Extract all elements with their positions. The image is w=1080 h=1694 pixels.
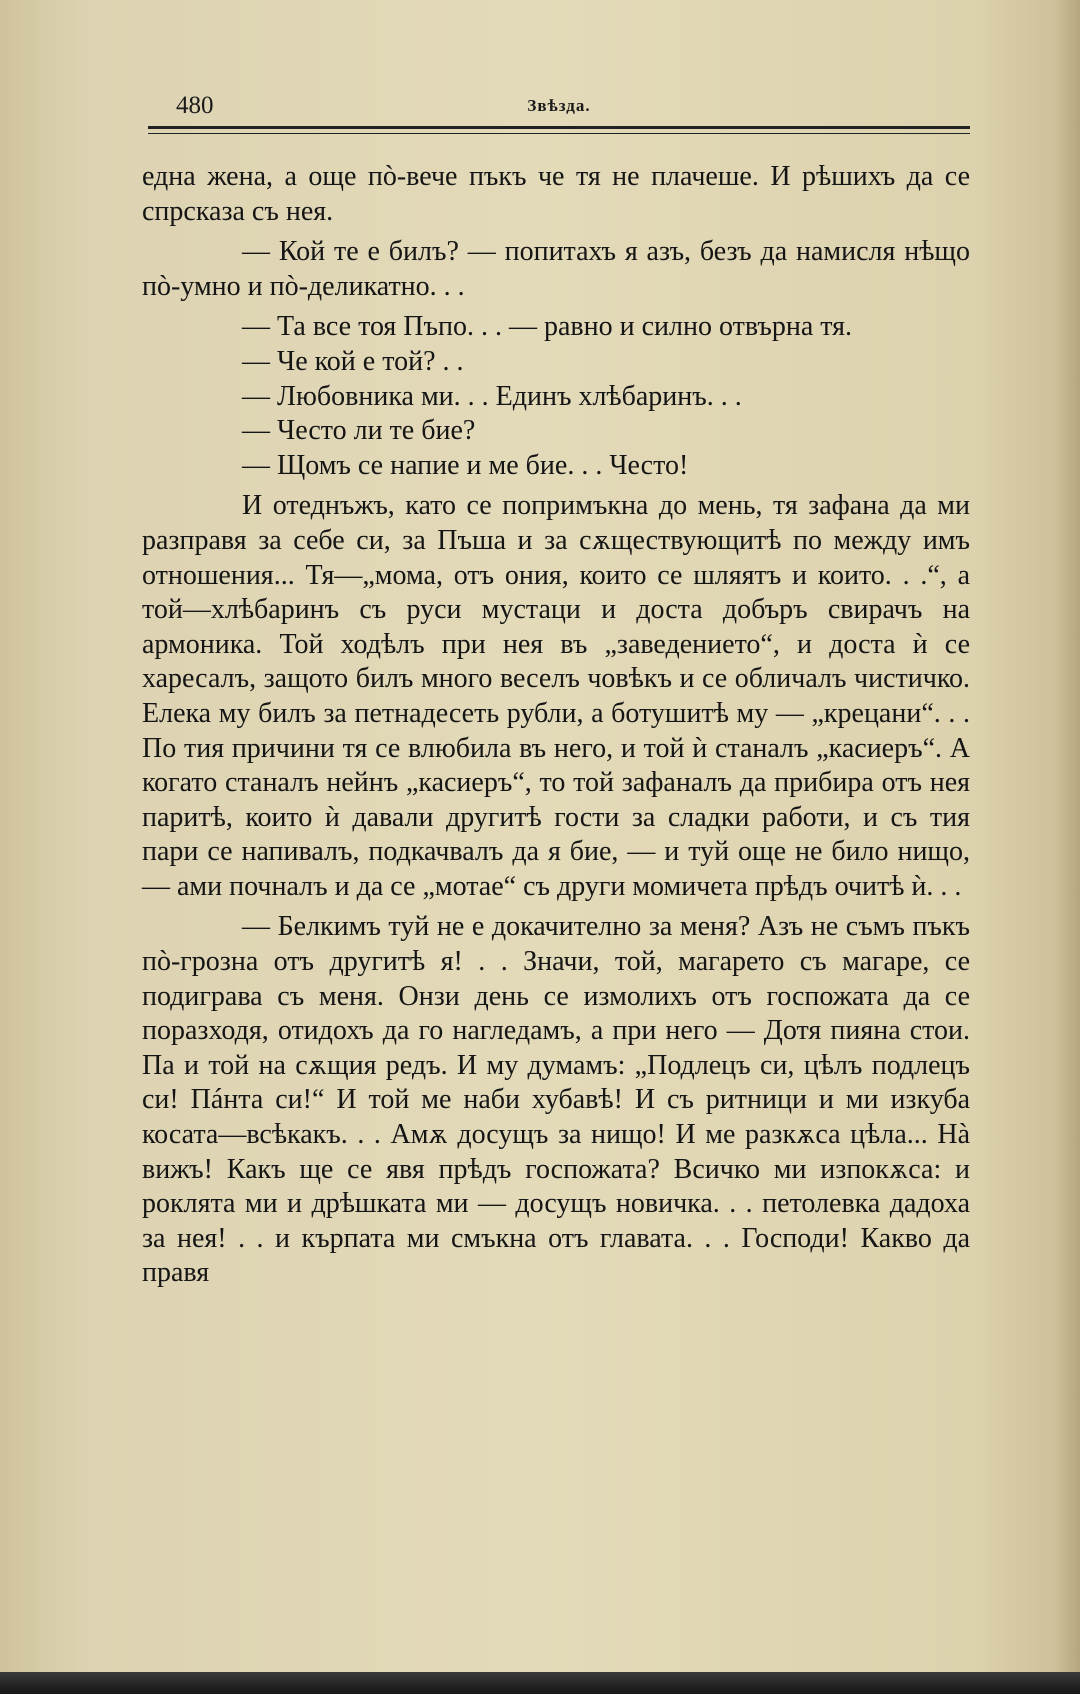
paragraph: — Често ли те бие? — [242, 415, 476, 447]
paragraph: — Белкимъ туй не е докачително за меня? Азъ не съмъ пъкъ пò-грозна отъ другитѣ я! . . Значи, той, магарето съ магаре, се подиграва съ меня. Онзи день се измолихъ отъ госпожата да се поразходя, отидохъ да го нагледамъ, а при него — Дотя пияна стои. Па и той на сѫщия редъ. И му думамъ: „Подлецъ си, цѣлъ подлецъ си! Пáнта си!“ И той ме наби хубавѣ! И съ ритници и ми изкуба косата—всѣкакъ. . . Амѫ досущъ за нищо! И ме разкѫса цѣла... Нà вижъ! Какъ ще се явя прѣдъ госпожата? Всичко ми изпокѫса: и роклята ми и дрѣшката ми — досущъ новичка. . . петолевка дадоха за нея! . . и кърпата ми смъкна отъ главата. . . Господи! Какво да правя — [142, 911, 970, 1289]
page-edge-shadow — [1054, 0, 1080, 1694]
paragraph: — Че кой е той? . . — [242, 345, 464, 377]
running-head: Звѣзда. — [527, 96, 591, 115]
paragraph: — Кой те е билъ? — попитахъ я азъ, безъ да намисля нѣщо пò-умно и пò-деликатно. . . — [142, 236, 970, 302]
header-rule-thin — [148, 133, 970, 134]
page-number: 480 — [176, 92, 214, 119]
page-header — [148, 88, 970, 124]
paragraph: — Та все тоя Пъпо. . . — равно и силно отвърна тя. — [242, 311, 852, 343]
paragraph: И отеднъжъ, като се попримъкна до мень, тя зафана да ми разправя за себе си, за Пъша и за сѫществующитѣ по между имъ отношения... Тя—„мома, отъ ония, които се шляятъ и които. . .“, а той—хлѣбаринъ съ руси мустаци и доста добъръ свирачъ на армоника. Той ходѣлъ при нея въ „заведението“, и доста ѝ се харесалъ, защото билъ много веселъ човѣкъ и се обличалъ чистичко. Елека му билъ за петнадесеть рубли, а ботушитѣ му — „крецани“. . . По тия причини тя се влюбила въ него, и той ѝ станалъ „касиеръ“. А когато станалъ нейнъ „касиеръ“, то той зафаналъ да прибира отъ нея паритѣ, които ѝ давали другитѣ гости за сладки работи, и съ тия пари се напивалъ, подкачвалъ да я бие, — и туй още не било нищо, — ами почналъ и да се „мотае“ съ други момичета прѣдъ очитѣ ѝ. . . — [142, 490, 970, 902]
scan-bottom-edge — [0, 1672, 1080, 1694]
paragraph: една жена, а още пò-вече пъкъ че тя не плачеше. И рѣшихъ да се спрсказа съ нея. — [142, 161, 970, 227]
body-text — [142, 160, 970, 1291]
paragraph: — Любовника ми. . . Единъ хлѣбаринъ. . . — [242, 380, 742, 412]
paragraph: — Щомъ се напие и ме бие. . . Често! — [242, 449, 689, 481]
header-rule-thick — [148, 126, 970, 129]
